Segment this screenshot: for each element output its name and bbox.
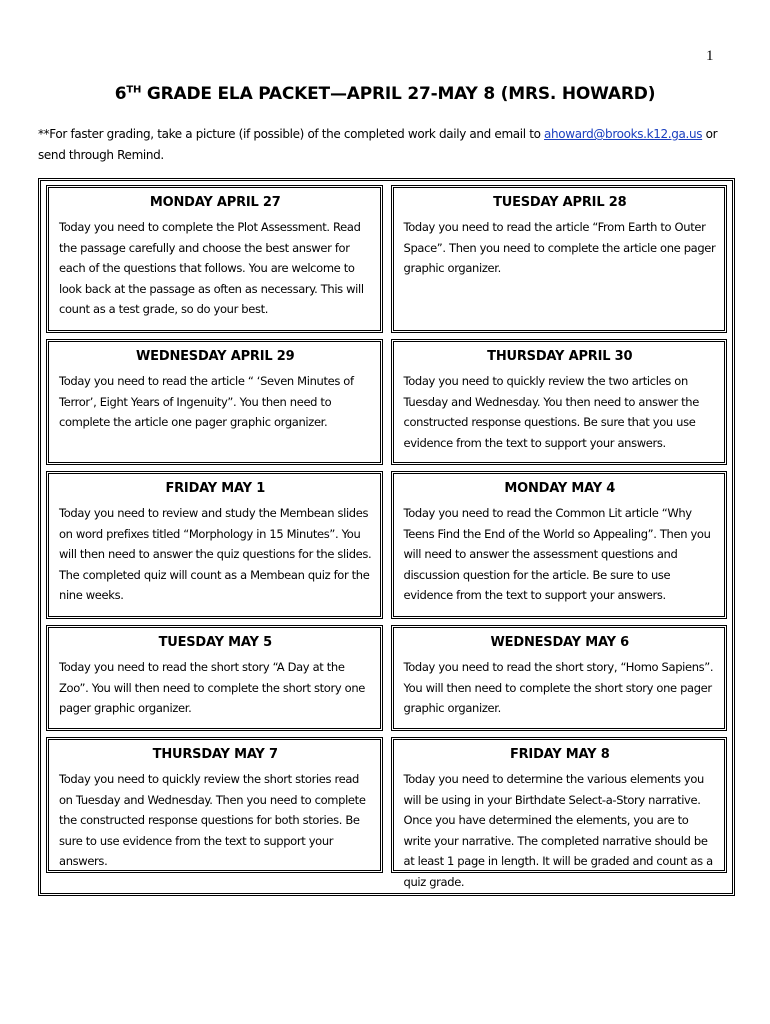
teacher-email-link[interactable]: ahoward@brooks.k12.ga.us [544, 127, 703, 141]
day-heading: TUESDAY MAY 5 [158, 635, 272, 650]
schedule-cell [391, 339, 728, 465]
page-number: 1 [706, 48, 714, 64]
grading-instructions [38, 124, 728, 166]
day-assignment: Today you need to quickly review the short stories read on Tuesday and Wednesday. Then you need to complete the constructed response questions for both stories. Be sure to use evidence from the text to support your answers. [59, 772, 366, 869]
day-assignment: Today you need to read the short story, “Homo Sapiens”. You will then need to complete the short story one pager graphic organizer. [403, 660, 714, 716]
day-heading: FRIDAY MAY 8 [509, 747, 610, 762]
schedule-cell [391, 471, 728, 619]
day-heading: THURSDAY APRIL 30 [487, 349, 633, 364]
schedule-cell [46, 737, 383, 873]
title-grade-number: 6 [114, 84, 127, 104]
day-heading: MONDAY APRIL 27 [149, 195, 281, 210]
schedule-cell [46, 185, 383, 333]
day-heading: THURSDAY MAY 7 [152, 747, 278, 762]
title-ordinal-suffix: TH [126, 84, 142, 96]
schedule-table [38, 178, 735, 896]
schedule-cell [391, 625, 728, 731]
day-assignment: Today you need to determine the various elements you will be using in your Birthdate Select-a-Story narrative. Once you have determined the elements, you are to write your narrative. The completed narrative should be at least 1 page in length. It will be graded and count as a quiz grade. [403, 772, 713, 889]
instructions-text-after: or send through Remind. [38, 127, 718, 162]
day-assignment: Today you need to read the article “ ‘Seven Minutes of Terror’, Eight Years of Ingenuity”. You then need to complete the article one pager graphic organizer. [59, 374, 354, 430]
day-assignment: Today you need to read the Common Lit article “Why Teens Find the End of the World so Appealing”. Then you will need to answer the assessment questions and discussion question for the article. Be sure to use evidence from the text to support your answers. [403, 506, 711, 603]
instructions-text-before: **For faster grading, take a picture (if possible) of the completed work daily and email to [38, 127, 545, 141]
day-heading: WEDNESDAY MAY 6 [490, 635, 629, 650]
title-text: GRADE ELA PACKET—APRIL 27-MAY 8 (MRS. HOWARD) [141, 84, 656, 104]
day-heading: FRIDAY MAY 1 [165, 481, 266, 496]
schedule-cell [46, 339, 383, 465]
day-heading: WEDNESDAY APRIL 29 [136, 349, 295, 364]
day-assignment: Today you need to read the short story “A Day at the Zoo”. You will then need to complete the short story one pager graphic organizer. [59, 660, 365, 716]
schedule-cell [391, 185, 728, 333]
day-heading: MONDAY MAY 4 [504, 481, 616, 496]
page-title [0, 84, 770, 104]
schedule-cell [391, 737, 728, 889]
schedule-cell [46, 471, 383, 619]
day-assignment: Today you need to review and study the Membean slides on word prefixes titled “Morphology in 15 Minutes”. You will then need to answer the quiz questions for the slides. The completed quiz will count as a Membean quiz for the nine weeks. [59, 506, 372, 603]
day-assignment: Today you need to complete the Plot Assessment. Read the passage carefully and choose the best answer for each of the questions that follows. You are welcome to look back at the passage as often as necessary. This will count as a test grade, so do your best. [59, 220, 364, 317]
day-assignment: Today you need to quickly review the two articles on Tuesday and Wednesday. You then need to answer the constructed response questions. Be sure that you use evidence from the text to support your answers. [403, 374, 699, 450]
schedule-cell [46, 625, 383, 731]
day-assignment: Today you need to read the article “From Earth to Outer Space”. Then you need to complete the article one pager graphic organizer. [403, 220, 716, 276]
day-heading: TUESDAY APRIL 28 [493, 195, 627, 210]
